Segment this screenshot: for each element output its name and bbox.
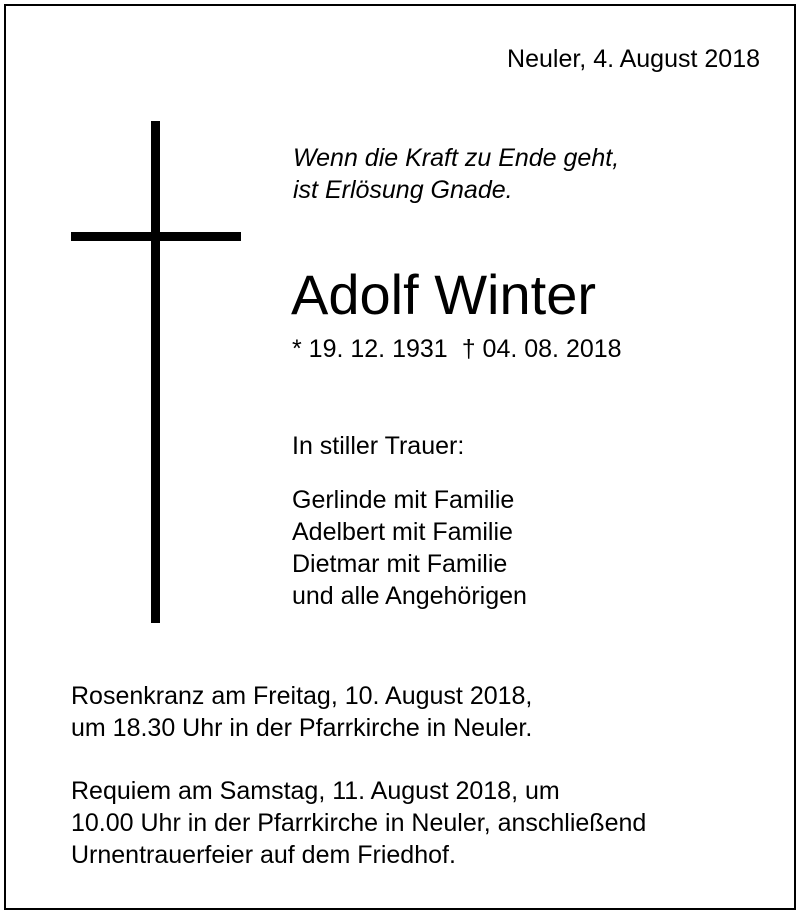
- requiem-line: 10.00 Uhr in der Pfarrkirche in Neuler, anschließend: [71, 809, 647, 837]
- birth-date: * 19. 12. 1931: [292, 335, 448, 363]
- rosary-line: um 18.30 Uhr in der Pfarrkirche in Neuler.: [71, 714, 533, 742]
- quote-line: ist Erlösung Gnade.: [293, 176, 513, 204]
- cross-icon: [151, 121, 160, 623]
- requiem-announcement: [71, 775, 646, 871]
- death-date: † 04. 08. 2018: [461, 335, 622, 363]
- place-and-date: Neuler, 4. August 2018: [507, 45, 760, 73]
- rosary-line: Rosenkranz am Freitag, 10. August 2018,: [71, 682, 533, 710]
- requiem-line: Requiem am Samstag, 11. August 2018, um: [71, 777, 560, 805]
- life-dates: [292, 333, 622, 365]
- memorial-quote: [293, 142, 619, 206]
- mourner-item: Dietmar mit Familie: [292, 550, 508, 578]
- mourner-item: Gerlinde mit Familie: [292, 486, 515, 514]
- cross-icon-crossbar: [71, 232, 241, 241]
- mourning-heading: In stiller Trauer:: [292, 432, 465, 460]
- mourner-item: und alle Angehörigen: [292, 582, 527, 610]
- mourner-item: Adelbert mit Familie: [292, 518, 513, 546]
- deceased-name: Adolf Winter: [291, 263, 596, 326]
- quote-line: Wenn die Kraft zu Ende geht,: [293, 144, 620, 172]
- requiem-line: Urnentrauerfeier auf dem Friedhof.: [71, 841, 456, 869]
- mourners-list: [292, 484, 527, 612]
- rosary-announcement: [71, 680, 532, 744]
